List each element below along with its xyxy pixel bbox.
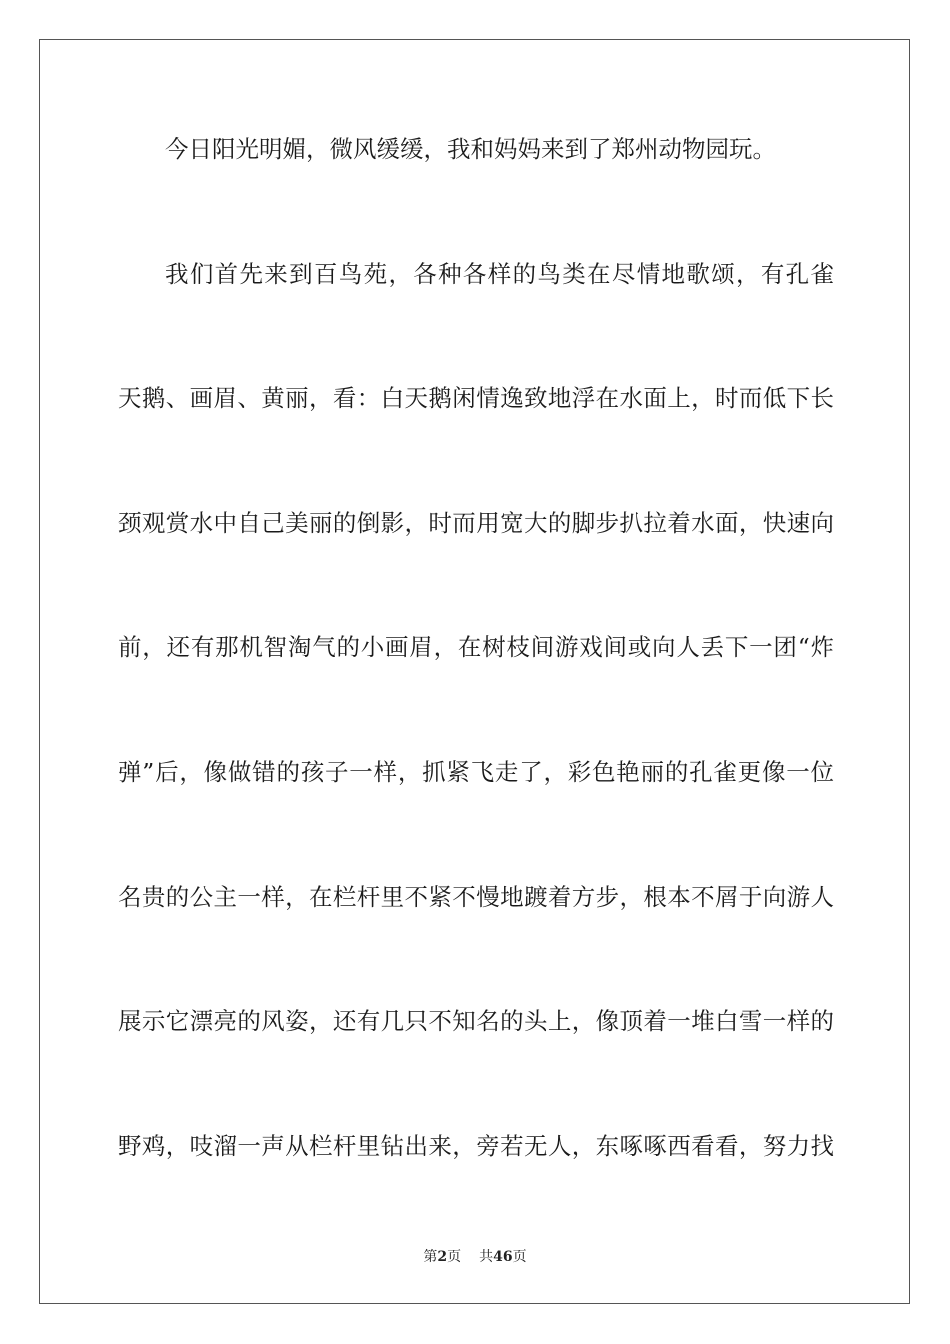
page-frame (39, 39, 910, 1304)
paragraph-1: 今日阳光明媚，微风缓缓，我和妈妈来到了郑州动物园玩。 (165, 135, 776, 163)
paragraph-2-line-8: 野鸡，吱溜一声从栏杆里钻出来，旁若无人，东啄啄西看看，努力找 (118, 1132, 834, 1160)
paragraph-2-line-5: 弹”后，像做错的孩子一样，抓紧飞走了，彩色艳丽的孔雀更像一位 (118, 758, 834, 786)
page-footer (0, 1248, 950, 1266)
total-suffix: 页 (512, 1249, 527, 1265)
page-prefix: 第 (423, 1249, 438, 1265)
total-prefix: 共 (479, 1249, 494, 1265)
paragraph-2-line-1: 我们首先来到百鸟苑，各种各样的鸟类在尽情地歌颂，有孔雀 (165, 260, 834, 288)
page-current: 2 (437, 1249, 448, 1265)
page-total: 46 (493, 1249, 513, 1265)
paragraph-2-line-3: 颈观赏水中自己美丽的倒影，时而用宽大的脚步扒拉着水面，快速向 (118, 509, 834, 537)
paragraph-2-line-7: 展示它漂亮的风姿，还有几只不知名的头上，像顶着一堆白雪一样的 (118, 1007, 834, 1035)
paragraph-2-line-4: 前，还有那机智淘气的小画眉，在树枝间游戏间或向人丢下一团“炸 (118, 633, 834, 661)
paragraph-2-line-6: 名贵的公主一样，在栏杆里不紧不慢地踱着方步，根本不屑于向游人 (118, 883, 834, 911)
paragraph-2-line-2: 天鹅、画眉、黄丽，看：白天鹅闲情逸致地浮在水面上，时而低下长 (118, 384, 834, 412)
page-suffix: 页 (447, 1249, 462, 1265)
